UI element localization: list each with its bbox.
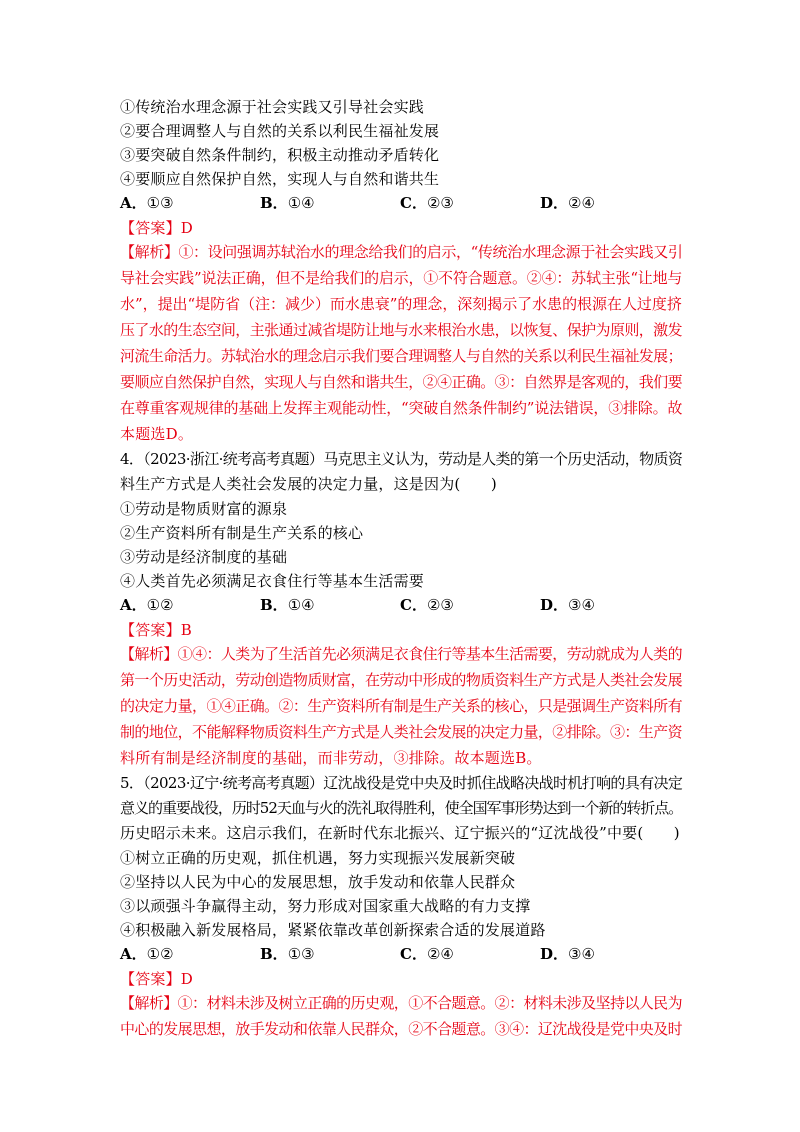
answer-line: 【答案】D (120, 219, 194, 237)
question-stem: 料生产方式是人类社会发展的决定力量，这是因为( ) (120, 475, 497, 493)
option-d: D．③④ (540, 596, 595, 614)
statement-item: ②要合理调整人与自然的关系以利民生福祉发展 (120, 122, 440, 140)
analysis-line: 本题选D。 (120, 425, 194, 443)
option-a: A．①③ (120, 194, 174, 212)
analysis-line: 在尊重客观规律的基础上发挥主观能动性，“突破自然条件制约”说法错误，③排除。故 (120, 399, 683, 417)
statement-item: ②生产资料所有制是生产关系的核心 (120, 524, 364, 542)
analysis-line: 料所有制是经济制度的基础，而非劳动，③排除。故本题选B。 (120, 749, 542, 767)
statement-item: ③劳动是经济制度的基础 (120, 548, 288, 566)
analysis-line: 第一个历史活动，劳动创造物质财富，在劳动中形成的物质资料生产方式是人类社会发展 (120, 671, 682, 689)
statement-item: ④积极融入新发展格局，紧紧依靠改革创新探索合适的发展道路 (120, 921, 546, 939)
option-b: B．①③ (260, 945, 315, 963)
option-b: B．①④ (260, 194, 315, 212)
statement-item: ①树立正确的历史观，抓住机遇，努力实现振兴发展新突破 (120, 849, 516, 867)
statement-item: ②坚持以人民为中心的发展思想，放手发动和依靠人民群众 (120, 873, 516, 891)
answer-line: 【答案】D (120, 970, 194, 988)
answer-line: 【答案】B (120, 621, 193, 639)
statement-item: ④人类首先必须满足衣食住行等基本生活需要 (120, 572, 425, 590)
option-a: A．①② (120, 945, 174, 963)
question-stem: 4．（2023·浙江·统考高考真题）马克思主义认为，劳动是人类的第一个历史活动，物质资 (120, 450, 683, 468)
analysis-line: 中心的发展思想，放手发动和依靠人民群众，②不合题意。③④：辽沈战役是党中央及时 (120, 1020, 682, 1038)
analysis-line: 河流生命活力。苏轼治水的理念启示我们要合理调整人与自然的关系以利民生福祉发展； (120, 347, 682, 365)
analysis-line: 制的地位，不能解释物质资料生产方式是人类社会发展的决定力量，②排除。③：生产资 (120, 723, 682, 741)
option-c: C．②③ (400, 596, 454, 614)
analysis-line: 【解析】①④：人类为了生活首先必须满足衣食住行等基本生活需要，劳动就成为人类的 (120, 645, 682, 663)
option-c: C．②④ (400, 945, 454, 963)
statement-item: ④要顺应自然保护自然，实现人与自然和谐共生 (120, 170, 440, 188)
analysis-line: 【解析】①：设问强调苏轼治水的理念给我们的启示，“传统治水理念源于社会实践又引 (120, 243, 683, 261)
question-stem: 5．（2023·辽宁·统考高考真题）辽沈战役是党中央及时抓住战略决战时机打响的具有决定 (120, 774, 683, 792)
option-d: D．②④ (540, 194, 595, 212)
statement-item: ③以顽强斗争赢得主动，努力形成对国家重大战略的有力支撑 (120, 897, 531, 915)
statement-item: ①劳动是物质财富的源泉 (120, 500, 288, 518)
analysis-line: 【解析】①：材料未涉及树立正确的历史观，①不合题意。②：材料未涉及坚持以人民为 (120, 994, 682, 1012)
statement-item: ③要突破自然条件制约，积极主动推动矛盾转化 (120, 146, 440, 164)
analysis-line: 压了水的生态空间，主张通过减省堤防让地与水来根治水患，以恢复、保护为原则，激发 (120, 321, 682, 339)
option-a: A．①② (120, 596, 174, 614)
statement-item: ①传统治水理念源于社会实践又引导社会实践 (120, 98, 425, 116)
analysis-line: 要顺应自然保护自然，实现人与自然和谐共生，②④正确。③：自然界是客观的，我们要 (120, 373, 682, 391)
option-c: C．②③ (400, 194, 454, 212)
question-stem: 历史昭示未来。这启示我们，在新时代东北振兴、辽宁振兴的“辽沈战役”中要( ) (120, 824, 680, 842)
analysis-line: 导社会实践”说法正确，但不是给我们的启示，①不符合题意。②④：苏轼主张“让地与 (120, 269, 683, 287)
question-stem: 意义的重要战役，历时52天血与火的洗礼取得胜利，使全国军事形势达到一个新的转折点。 (120, 799, 683, 817)
analysis-line: 水”，提出“堤防省（注：减少）而水患衰”的理念，深刻揭示了水患的根源在人过度挤 (120, 295, 682, 313)
option-d: D．③④ (540, 945, 595, 963)
option-b: B．①④ (260, 596, 315, 614)
analysis-line: 的决定力量，①④正确。②：生产资料所有制是生产关系的核心，只是强调生产资料所有 (120, 697, 682, 715)
